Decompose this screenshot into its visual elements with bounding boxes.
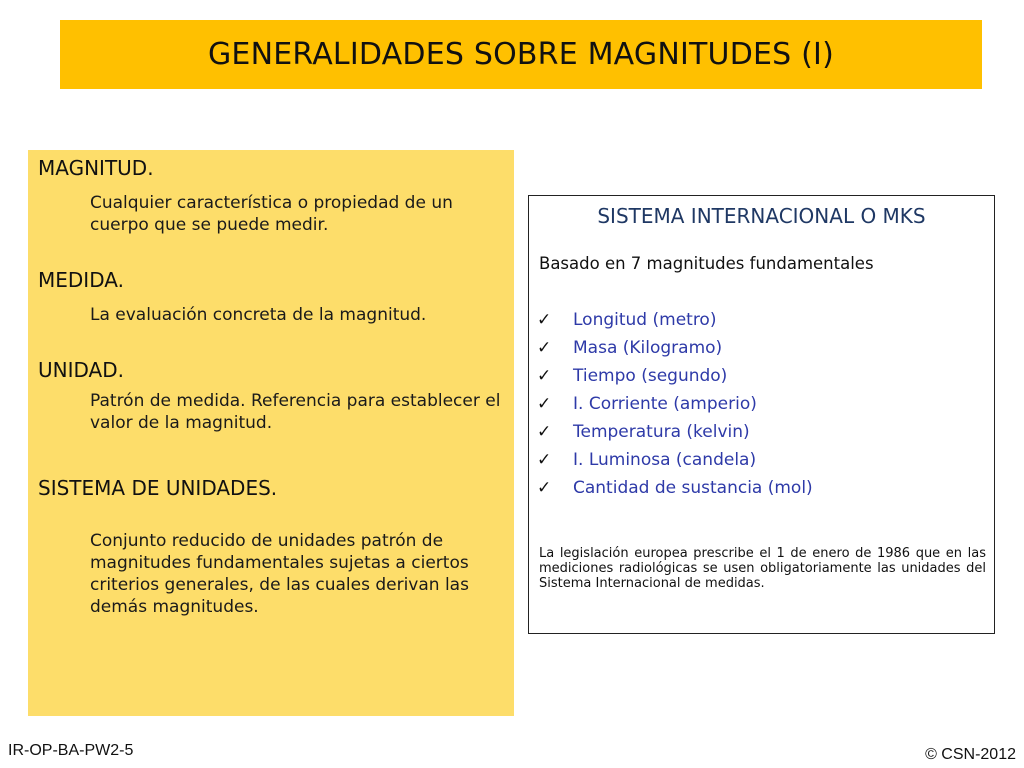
magnitude-label: Cantidad de sustancia (mol) — [573, 478, 813, 498]
slide-code: IR-OP-BA-PW2-5 — [8, 742, 134, 759]
term-medida: MEDIDA. — [38, 268, 124, 292]
definition-unidad: Patrón de medida. Referencia para establecer el valor de la magnitud. — [90, 391, 501, 433]
list-item — [537, 418, 813, 446]
definition-sistema-unidades: Conjunto reducido de unidades patrón de magnitudes fundamentales sujetas a ciertos criterios generales, de las cuales derivan las demás magnitudes. — [90, 531, 469, 617]
checkmark-icon: ✓ — [537, 422, 552, 442]
checkmark-icon: ✓ — [537, 478, 552, 498]
checkmark-icon: ✓ — [537, 394, 552, 414]
list-item — [537, 390, 813, 418]
definitions-panel — [28, 150, 514, 716]
list-item — [537, 306, 813, 334]
checkmark-icon: ✓ — [537, 366, 552, 386]
copyright-text: © CSN-2012 — [925, 746, 1016, 763]
term-unidad: UNIDAD. — [38, 358, 124, 382]
checkmark-icon: ✓ — [537, 310, 552, 330]
magnitude-label: Longitud (metro) — [573, 310, 717, 330]
magnitude-label: I. Corriente (amperio) — [573, 394, 757, 414]
magnitudes-list — [537, 306, 813, 502]
definition-magnitud: Cualquier característica o propiedad de un cuerpo que se puede medir. — [90, 193, 453, 235]
list-item — [537, 446, 813, 474]
checkmark-icon: ✓ — [537, 450, 552, 470]
checkmark-icon: ✓ — [537, 338, 552, 358]
list-item — [537, 334, 813, 362]
list-item — [537, 362, 813, 390]
si-system-box — [528, 195, 995, 634]
si-box-title: SISTEMA INTERNACIONAL O MKS — [597, 204, 926, 228]
magnitude-label: I. Luminosa (candela) — [573, 450, 757, 470]
slide-title: GENERALIDADES SOBRE MAGNITUDES (I) — [207, 37, 834, 72]
title-bar — [60, 20, 982, 89]
definition-medida: La evaluación concreta de la magnitud. — [90, 305, 427, 325]
si-box-subtitle: Basado en 7 magnitudes fundamentales — [539, 254, 874, 273]
term-sistema-unidades: SISTEMA DE UNIDADES. — [38, 476, 278, 500]
magnitude-label: Tiempo (segundo) — [573, 366, 728, 386]
legislation-note: La legislación europea prescribe el 1 de enero de 1986 que en las mediciones radiológicas se usen obligatoriamente las unidades del Sistema Internacional de medidas. — [539, 546, 986, 591]
list-item — [537, 474, 813, 502]
magnitude-label: Masa (Kilogramo) — [573, 338, 723, 358]
term-magnitud: MAGNITUD. — [38, 156, 154, 180]
magnitude-label: Temperatura (kelvin) — [573, 422, 750, 442]
